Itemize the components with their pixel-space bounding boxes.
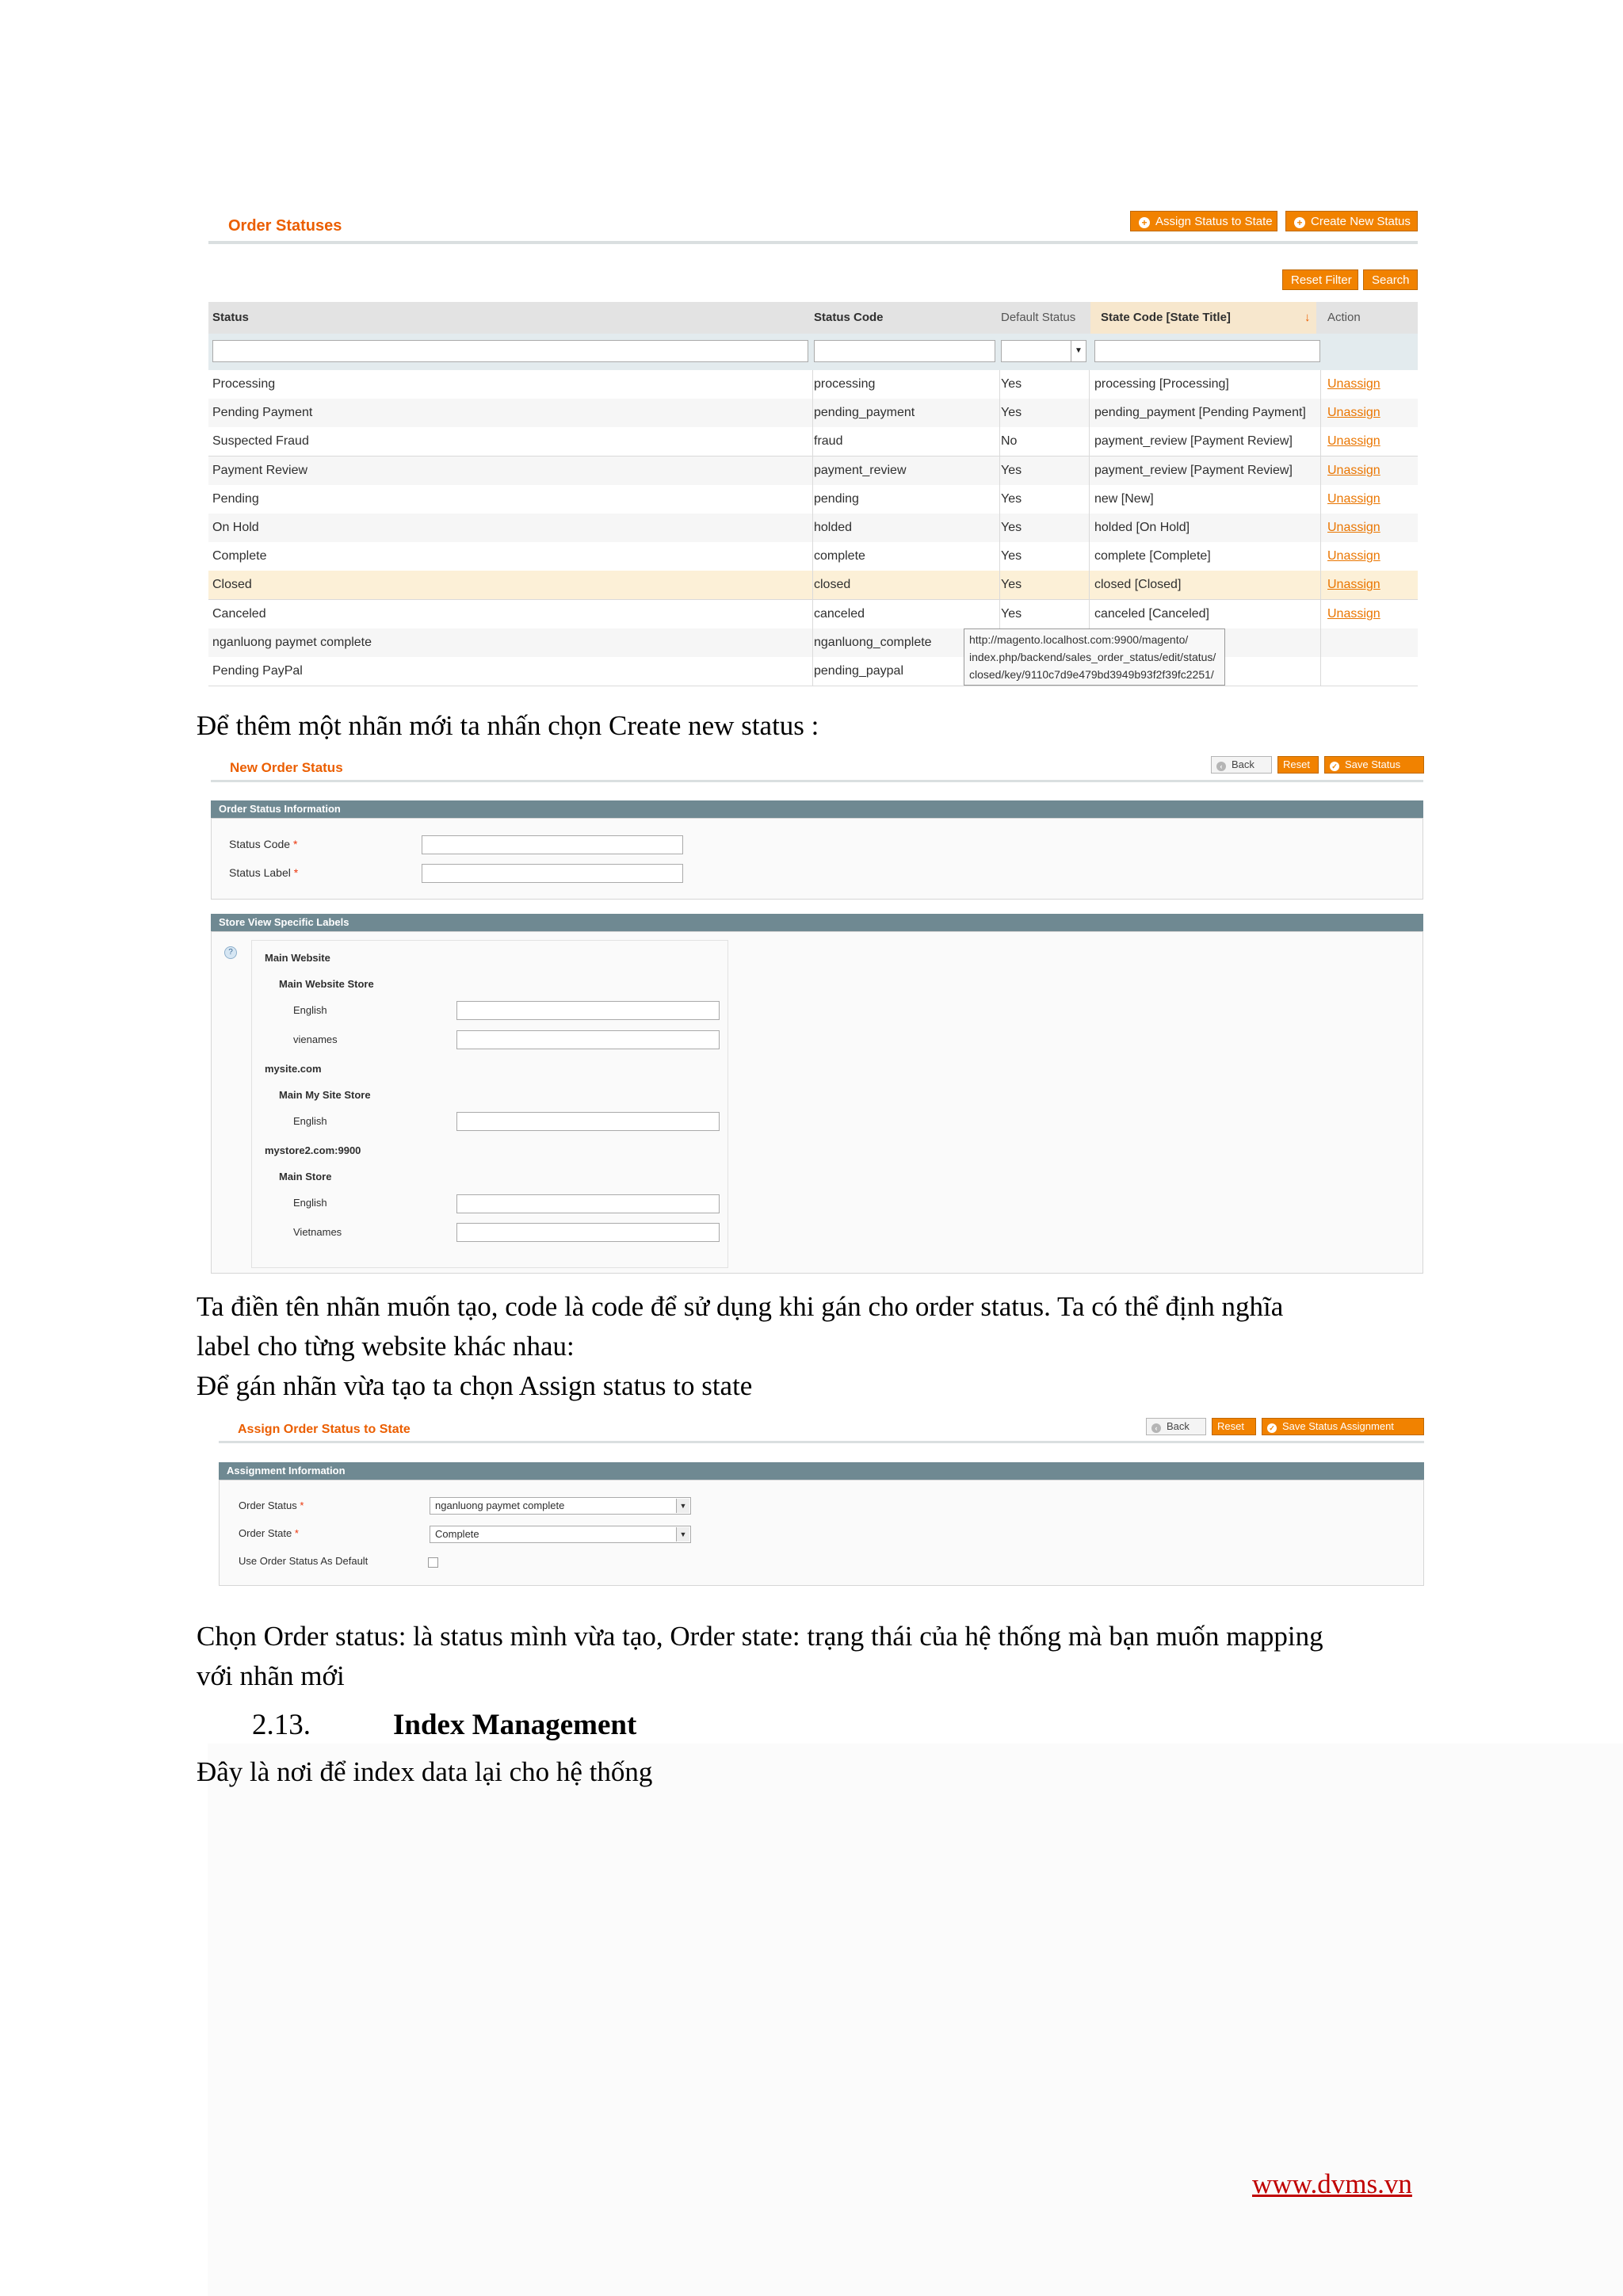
order-state-label: Order State *	[239, 1527, 299, 1539]
tree-store: Main My Site Store	[279, 1089, 371, 1101]
order-status-info-fieldset	[211, 818, 1423, 900]
cell-default-status: Yes	[1001, 606, 1022, 621]
cell-state-code: pending_payment [Pending Payment]	[1094, 406, 1306, 420]
table-row[interactable]	[208, 571, 1418, 600]
cell-status: Closed	[212, 578, 252, 592]
column-status[interactable]: Status	[212, 311, 249, 324]
grid-header	[208, 302, 1418, 334]
cell-state-code: processing [Processing]	[1094, 377, 1229, 391]
section-number: 2.13.	[252, 1709, 311, 1741]
cell-status-code: holded	[814, 521, 853, 534]
table-row[interactable]	[208, 542, 1418, 571]
paragraph-line: Ta điền tên nhãn muốn tạo, code là code để sử dụng khi gán cho order status. Ta có thể định nghĩa	[197, 1291, 1284, 1322]
cell-state-code: canceled [Canceled]	[1094, 606, 1209, 621]
cell-status: nganluong paymet complete	[212, 635, 372, 649]
paragraph-line: label cho từng website khác nhau:	[197, 1331, 575, 1362]
assignment-info-header: Assignment Information	[219, 1462, 1424, 1480]
help-icon[interactable]: ?	[224, 946, 237, 959]
back-button[interactable]: ‹ Back	[1146, 1418, 1206, 1435]
paragraph-line: Chọn Order status: là status mình vừa tạo, Order state: trạng thái của hệ thống mà bạn muốn mapping	[197, 1621, 1323, 1652]
column-default-status[interactable]: Default Status	[1001, 311, 1076, 324]
status-filter-input[interactable]	[212, 340, 808, 362]
cell-state-code: complete [Complete]	[1094, 549, 1211, 563]
cell-default-status: No	[1001, 434, 1018, 449]
paragraph-label-info	[197, 1287, 1283, 1406]
back-button[interactable]: ‹ Back	[1211, 756, 1272, 774]
cell-status: Canceled	[212, 606, 266, 621]
table-row[interactable]	[208, 427, 1418, 457]
column-state-code[interactable]: State Code [State Title]	[1101, 311, 1231, 324]
cell-status-code: pending_paypal	[814, 664, 903, 678]
tree-view: vienames	[293, 1033, 338, 1045]
column-divider	[1320, 370, 1321, 686]
tree-store: Main Website Store	[279, 978, 374, 990]
reset-filter-button[interactable]: Reset Filter	[1282, 269, 1358, 290]
paragraph-create-status: Để thêm một nhãn mới ta nhấn chọn Create new status :	[197, 710, 819, 741]
order-state-select[interactable]: Complete ▼	[430, 1526, 691, 1543]
cell-default-status: Yes	[1001, 521, 1022, 534]
column-divider	[812, 370, 813, 686]
new-order-status-title: New Order Status	[230, 760, 343, 775]
order-status-label: Order Status *	[239, 1499, 304, 1511]
plus-icon: +	[1139, 217, 1150, 228]
cell-status: Processing	[212, 377, 276, 391]
tree-view: Vietnames	[293, 1226, 342, 1238]
cell-default-status: Yes	[1001, 578, 1022, 592]
save-status-button[interactable]: ✓ Save Status	[1324, 756, 1424, 774]
assign-status-button[interactable]: + Assign Status to State	[1130, 211, 1277, 231]
column-action: Action	[1327, 311, 1361, 324]
unassign-link[interactable]: Unassign	[1327, 606, 1381, 621]
paragraph-assign-info	[197, 1617, 1323, 1696]
cell-default-status: Yes	[1001, 463, 1022, 477]
store-label-input[interactable]	[456, 1112, 720, 1131]
cell-status-code: processing	[814, 377, 876, 391]
store-view-labels-header: Store View Specific Labels	[211, 914, 1423, 931]
assignment-info-fieldset	[219, 1480, 1424, 1586]
cell-status: On Hold	[212, 521, 259, 534]
chevron-down-icon: ▼	[1071, 341, 1086, 361]
tooltip-line: http://magento.localhost.com:9900/magento/	[969, 633, 1189, 646]
status-code-filter-input[interactable]	[814, 340, 995, 362]
cell-state-code: payment_review [Payment Review]	[1094, 463, 1293, 477]
tree-website: mysite.com	[265, 1063, 322, 1075]
cell-status: Pending PayPal	[212, 664, 303, 678]
table-row[interactable]	[208, 657, 1418, 686]
back-arrow-icon: ‹	[1151, 1423, 1161, 1433]
unassign-link[interactable]: Unassign	[1327, 406, 1381, 420]
cell-status-code: payment_review	[814, 463, 907, 477]
cell-state-code: new [New]	[1094, 491, 1154, 506]
unassign-link[interactable]: Unassign	[1327, 377, 1381, 391]
column-status-code[interactable]: Status Code	[814, 311, 884, 324]
back-arrow-icon: ‹	[1216, 762, 1226, 771]
chevron-down-icon: ▼	[676, 1499, 689, 1513]
cell-status-code: complete	[814, 549, 865, 563]
cell-status-code: pending	[814, 491, 859, 506]
cell-default-status: Yes	[1001, 549, 1022, 563]
store-label-input[interactable]	[456, 1194, 720, 1213]
unassign-link[interactable]: Unassign	[1327, 434, 1381, 449]
tree-view: English	[293, 1115, 327, 1127]
reset-button[interactable]: Reset	[1212, 1418, 1256, 1435]
cell-status-code: canceled	[814, 606, 865, 621]
cell-status: Suspected Fraud	[212, 434, 309, 449]
cell-status: Complete	[212, 549, 267, 563]
check-icon: ✓	[1267, 1423, 1277, 1433]
table-row[interactable]	[208, 628, 1418, 658]
store-label-input[interactable]	[456, 1223, 720, 1242]
use-default-checkbox[interactable]	[428, 1557, 438, 1568]
footer-website-link[interactable]: www.dvms.vn	[1252, 2168, 1412, 2199]
tooltip-line: index.php/backend/sales_order_status/edit/status/	[969, 651, 1216, 663]
cell-default-status: Yes	[1001, 406, 1022, 420]
store-label-input[interactable]	[456, 1001, 720, 1020]
paragraph-line: với nhãn mới	[197, 1660, 345, 1691]
tree-view: English	[293, 1004, 327, 1016]
table-row[interactable]	[208, 600, 1418, 629]
title-divider	[211, 780, 1423, 782]
store-tree	[251, 940, 728, 1268]
url-tooltip	[964, 628, 1225, 686]
title-divider	[219, 1441, 1424, 1443]
title-divider	[208, 241, 1418, 244]
tooltip-line: closed/key/9110c7d9e479bd3949b93f2f39fc2251/	[969, 668, 1214, 681]
order-status-info-header: Order Status Information	[211, 800, 1423, 818]
table-row[interactable]	[208, 399, 1418, 428]
tree-website: mystore2.com:9900	[265, 1144, 361, 1156]
table-row[interactable]	[208, 370, 1418, 399]
status-code-label: Status Code *	[229, 838, 298, 850]
unassign-link[interactable]: Unassign	[1327, 521, 1381, 534]
order-statuses-title: Order Statuses	[228, 217, 342, 235]
cell-state-code: closed [Closed]	[1094, 578, 1182, 592]
unassign-link[interactable]: Unassign	[1327, 491, 1381, 506]
sort-arrow-icon[interactable]: ↓	[1304, 311, 1311, 324]
store-label-input[interactable]	[456, 1030, 720, 1049]
create-new-status-button[interactable]: + Create New Status	[1285, 211, 1418, 231]
paragraph-index: Đây là nơi để index data lại cho hệ thống	[197, 1756, 653, 1787]
cell-status: Pending Payment	[212, 406, 313, 420]
store-view-labels-fieldset	[211, 931, 1423, 1274]
cell-status-code: fraud	[814, 434, 843, 449]
plus-icon: +	[1294, 217, 1305, 228]
tree-store: Main Store	[279, 1171, 332, 1182]
reset-button[interactable]: Reset	[1277, 756, 1319, 774]
cell-status-code: nganluong_complete	[814, 635, 932, 649]
order-status-select[interactable]: nganluong paymet complete ▼	[430, 1497, 691, 1515]
cell-default-status: Yes	[1001, 377, 1022, 391]
cell-status-code: pending_payment	[814, 406, 915, 420]
unassign-link[interactable]: Unassign	[1327, 463, 1381, 477]
page-shade	[208, 1744, 1623, 2296]
status-label-label: Status Label *	[229, 866, 299, 879]
grid-filter-row	[208, 334, 1418, 370]
chevron-down-icon: ▼	[676, 1527, 689, 1541]
table-row[interactable]	[208, 485, 1418, 514]
state-code-filter-input[interactable]	[1094, 340, 1320, 362]
cell-status-code: closed	[814, 578, 851, 592]
search-button[interactable]: Search	[1363, 269, 1418, 290]
assign-status-title: Assign Order Status to State	[238, 1423, 411, 1436]
status-code-input[interactable]	[422, 835, 683, 854]
cell-state-code: holded [On Hold]	[1094, 521, 1190, 534]
cell-state-code: payment_review [Payment Review]	[1094, 434, 1293, 449]
unassign-link[interactable]: Unassign	[1327, 578, 1381, 592]
paragraph-line: Để gán nhãn vừa tạo ta chọn Assign status to state	[197, 1370, 753, 1401]
section-title: Index Management	[393, 1709, 637, 1741]
cell-status: Payment Review	[212, 463, 308, 477]
status-label-input[interactable]	[422, 864, 683, 883]
check-icon: ✓	[1330, 762, 1339, 771]
table-row[interactable]	[208, 457, 1418, 486]
cell-default-status: Yes	[1001, 491, 1022, 506]
save-status-assignment-button[interactable]: ✓ Save Status Assignment	[1262, 1418, 1424, 1435]
tree-website: Main Website	[265, 952, 330, 964]
table-row[interactable]	[208, 514, 1418, 543]
use-default-label: Use Order Status As Default	[239, 1555, 369, 1567]
cell-status: Pending	[212, 491, 259, 506]
unassign-link[interactable]: Unassign	[1327, 549, 1381, 563]
tree-view: English	[293, 1197, 327, 1209]
